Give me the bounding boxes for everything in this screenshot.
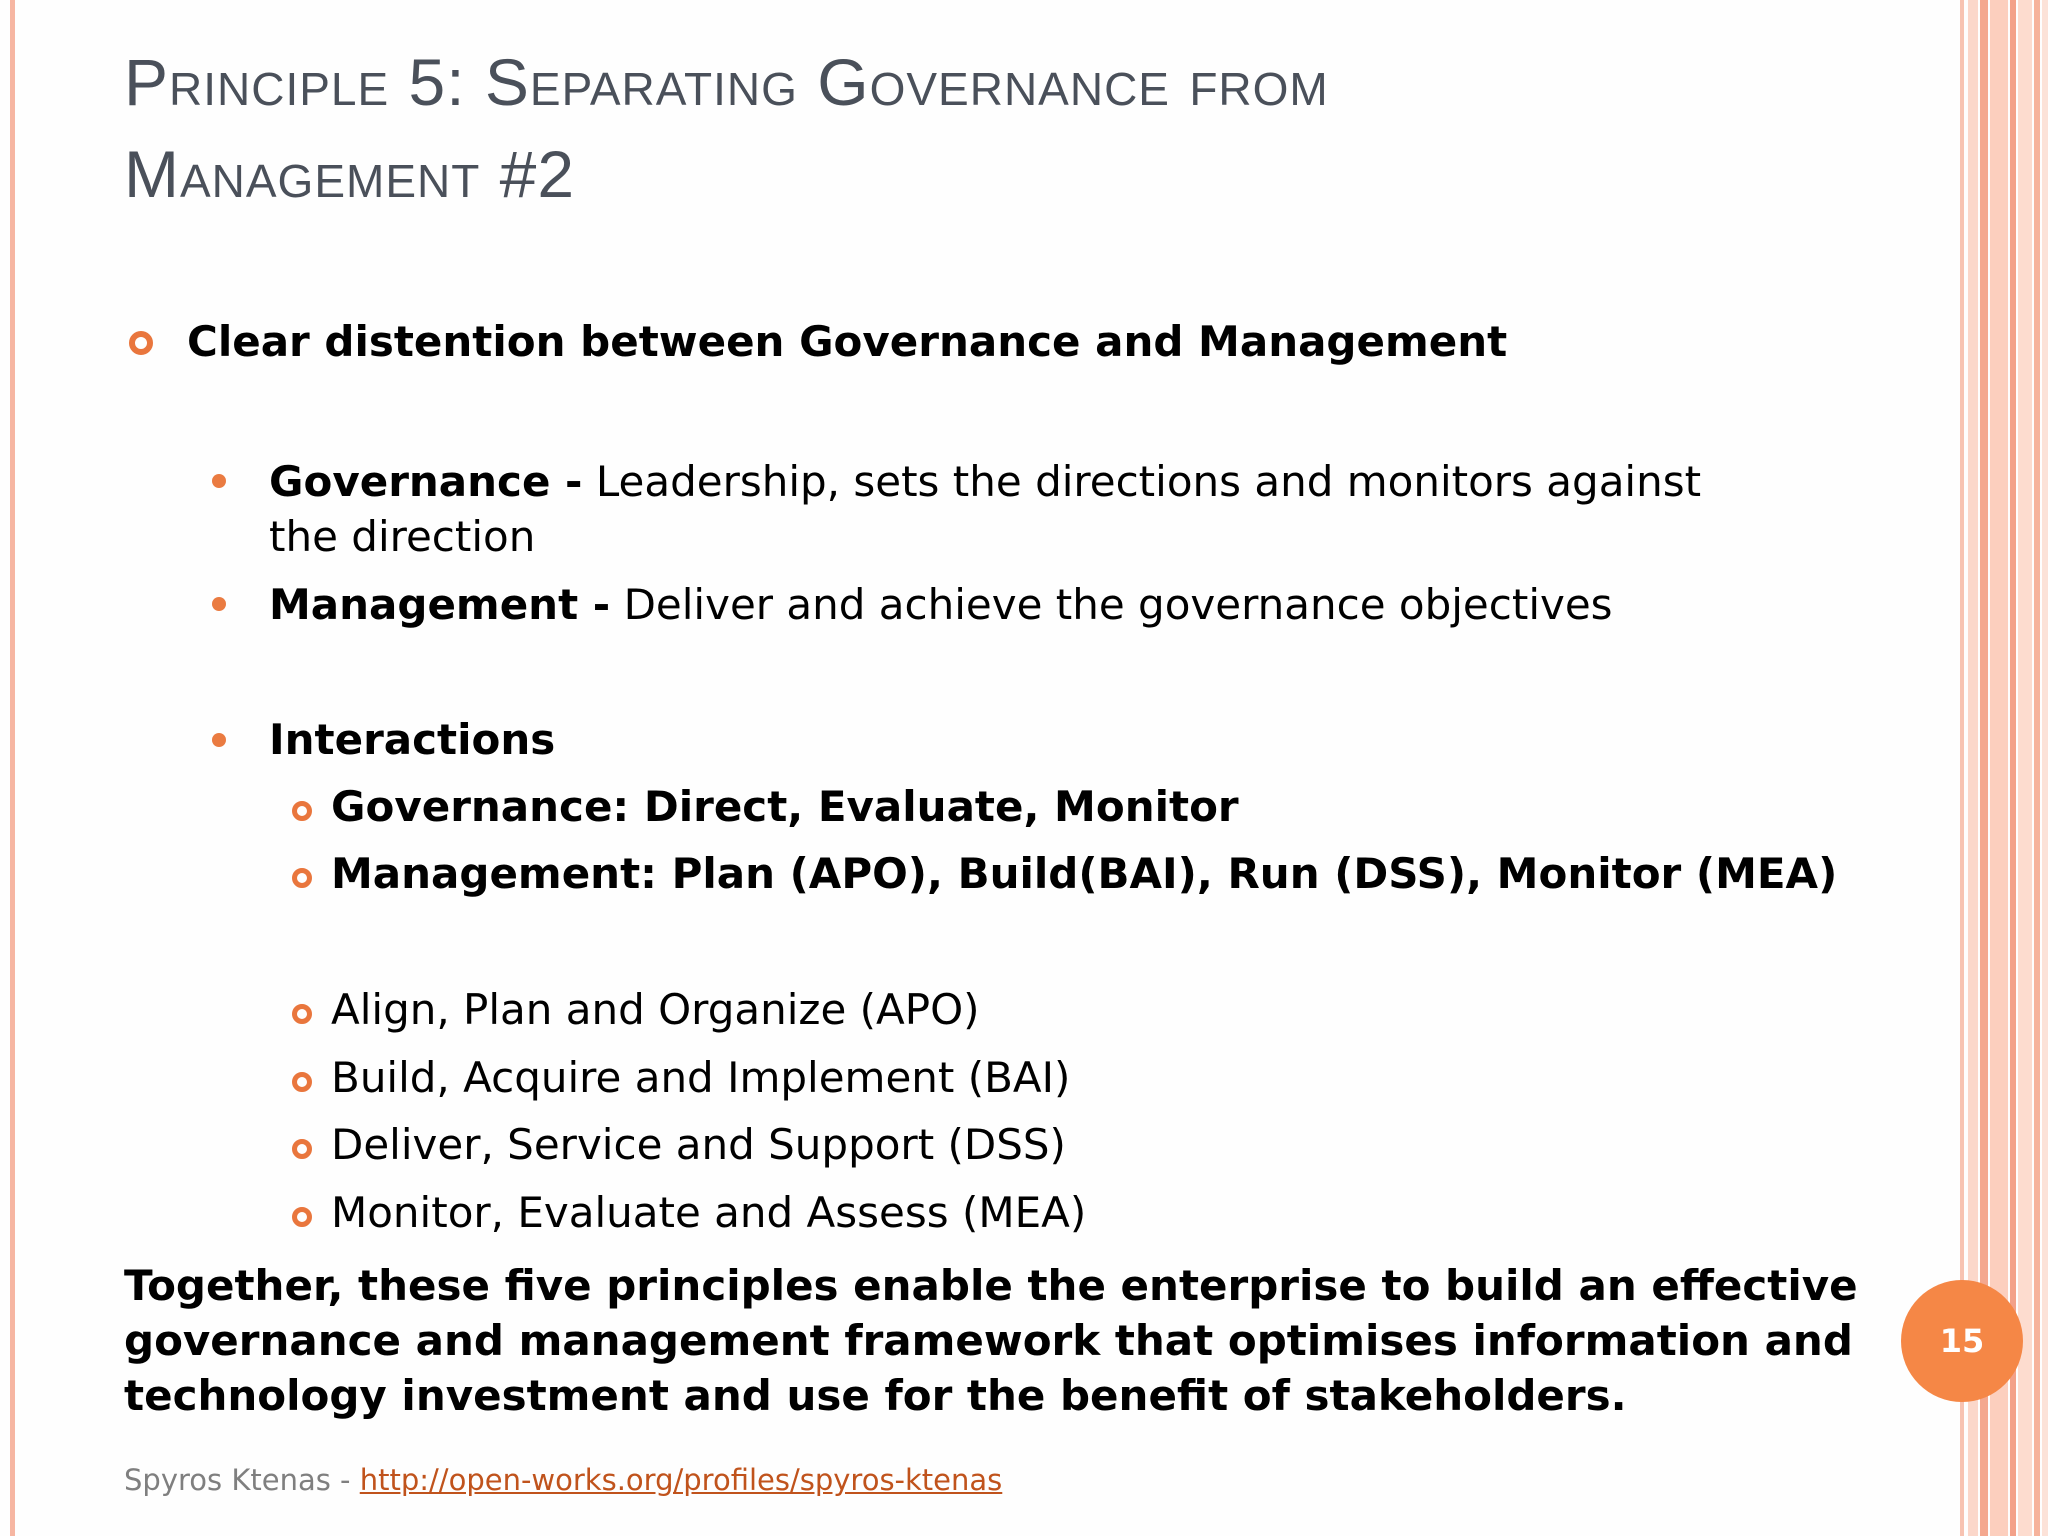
ring-bullet-icon <box>292 1072 312 1092</box>
domain-item: Monitor, Evaluate and Assess (MEA) <box>331 1188 1087 1237</box>
governance-text: Leadership, sets the directions and monitors against the direction <box>269 457 1702 561</box>
governance-term: Governance - <box>269 457 583 506</box>
domain-item: Align, Plan and Organize (APO) <box>331 985 980 1034</box>
dot-bullet-icon <box>212 597 226 611</box>
footer-profile-link[interactable]: http://open-works.org/profiles/spyros-ktenas <box>359 1463 1003 1497</box>
slide-title <box>124 36 1884 220</box>
ring-bullet-icon <box>292 868 312 888</box>
footer <box>124 1460 1002 1500</box>
right-decorative-stripe <box>2018 0 2032 1536</box>
page-number-badge: 15 <box>1901 1280 2023 1402</box>
ring-bullet-icon <box>292 1139 312 1159</box>
management-term: Management - <box>269 580 611 629</box>
left-border-rule <box>10 0 15 1536</box>
ring-bullet-icon <box>292 801 312 821</box>
right-decorative-stripe <box>2034 0 2040 1536</box>
footer-author: Spyros Ktenas - <box>124 1463 360 1497</box>
interactions-label: Interactions <box>269 715 556 764</box>
ring-bullet-icon <box>292 1207 312 1227</box>
management-definition <box>269 577 1613 632</box>
governance-definition <box>269 454 1749 564</box>
slide-title-line-2: Management #2 <box>124 137 576 211</box>
domain-item: Deliver, Service and Support (DSS) <box>331 1120 1066 1169</box>
interaction-item: Management: Plan (APO), Build(BAI), Run (DSS), Monitor (MEA) <box>331 849 1838 898</box>
summary-paragraph: Together, these five principles enable the enterprise to build an effective governance and management framework that optimises information and technology investment and use for the benefit of stakeholders. <box>124 1261 1858 1420</box>
main-point: Clear distention between Governance and Management <box>187 317 1508 366</box>
dot-bullet-icon <box>212 474 226 488</box>
ring-bullet-icon <box>292 1004 312 1024</box>
management-text: Deliver and achieve the governance objectives <box>610 580 1613 629</box>
ring-bullet-icon <box>129 331 153 355</box>
domain-item: Build, Acquire and Implement (BAI) <box>331 1053 1071 1102</box>
dot-bullet-icon <box>212 733 226 747</box>
interaction-item: Governance: Direct, Evaluate, Monitor <box>331 782 1239 831</box>
right-decorative-stripe <box>2042 0 2048 1536</box>
slide-title-line-1: Principle 5: Separating Governance from <box>124 45 1329 119</box>
